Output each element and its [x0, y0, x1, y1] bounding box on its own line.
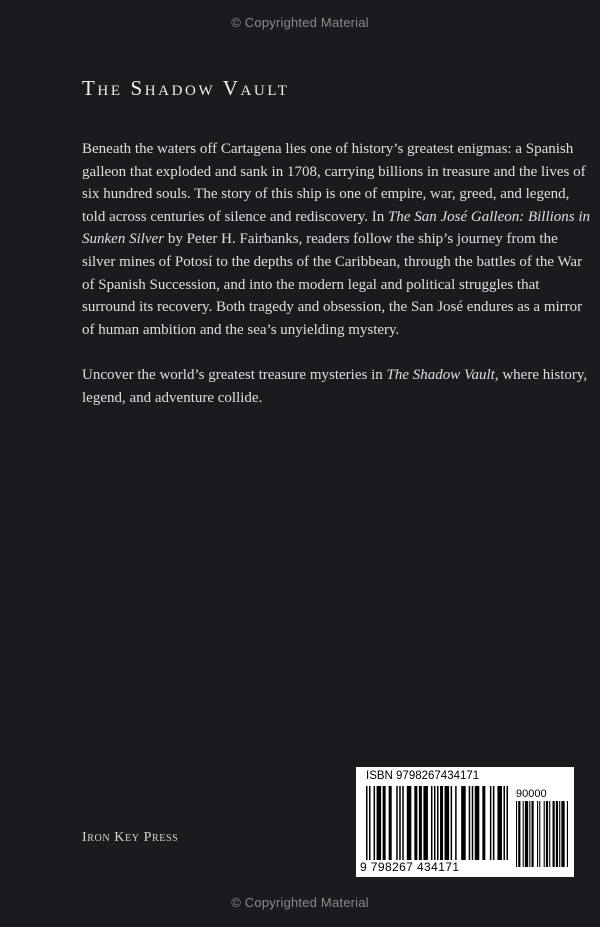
barcode-bar: [445, 786, 450, 860]
barcode-bar: [455, 786, 457, 860]
barcode-bar: [402, 786, 404, 860]
barcode-bar: [503, 786, 505, 860]
barcode-bar: [419, 786, 422, 860]
barcode-bar: [506, 786, 508, 860]
isbn-label: ISBN 9798267434171: [366, 770, 480, 782]
barcode-bar: [493, 786, 495, 860]
barcode-bar: [383, 786, 386, 860]
barcode-bar: [399, 786, 401, 860]
barcode-bar: [567, 801, 568, 867]
publisher-name: Iron Key Press: [82, 830, 179, 845]
barcode-bar: [437, 786, 439, 860]
price-code: 90000: [516, 788, 547, 800]
barcode-bar: [544, 801, 545, 867]
barcode-bar: [396, 786, 398, 860]
blurb-text: Beneath the waters off Cartagena lies one of history’s greatest enigmas: a Spanish galleon that exploded and sank in 1708, carrying billions in treasure and the lives of six hundred souls. The story of this ship is one of empire, war, greed, and legend, told across centuries of silence and rediscovery. In: [82, 141, 586, 225]
blurb-text: , where history, legend, and adventure collide.: [82, 367, 588, 406]
barcode-bar: [482, 786, 485, 860]
barcode-bar: [525, 801, 528, 867]
barcode-bar: [553, 801, 555, 867]
barcode-bar: [490, 786, 492, 860]
barcode-digits: 9 798267 434171: [360, 860, 460, 874]
barcode-bar: [472, 786, 474, 860]
barcode-bar: [539, 801, 540, 867]
blurb-paragraph-1: [82, 138, 592, 341]
barcode-bar: [431, 786, 433, 860]
barcode-bar: [440, 786, 443, 860]
barcode-bar: [556, 801, 558, 867]
isbn-barcode: [356, 767, 574, 877]
copyright-watermark-top: © Copyrighted Material: [231, 15, 369, 30]
barcode-bar: [451, 786, 453, 860]
barcode-bar: [531, 801, 533, 867]
barcode-bar: [377, 786, 382, 860]
barcode-bar: [434, 786, 436, 860]
series-name: The Shadow Vault: [386, 367, 495, 384]
barcode-bar: [561, 801, 564, 867]
barcode-bar: [475, 786, 480, 860]
barcode-bars: [366, 786, 508, 860]
barcode-bar: [523, 801, 524, 867]
blurb-text: by Peter H. Fairbanks, readers follow the ship’s journey from the silver mines of Potosí to the depths of the Caribbean, through the battles of the War of Spanish Succession, and into the modern legal and political struggles that surround its recovery. Both tragedy and obsession, the San José endures as a mirror of human ambition and the sea’s unyielding mystery.: [82, 231, 583, 338]
blurb-paragraph-2: [82, 364, 592, 409]
barcode-addon-bars: [516, 801, 568, 867]
copyright-watermark-bottom: © Copyrighted Material: [231, 895, 369, 910]
barcode-bar: [369, 786, 371, 860]
barcode-bar: [518, 801, 520, 867]
barcode-bar: [374, 786, 376, 860]
barcode-bar: [559, 801, 560, 867]
barcode-bar: [549, 801, 550, 867]
barcode-bar: [546, 801, 548, 867]
barcode-bar: [389, 786, 392, 860]
barcode-bar: [516, 801, 517, 867]
barcode-bar: [497, 786, 502, 860]
barcode-bar: [423, 786, 428, 860]
barcode-bar: [529, 801, 530, 867]
barcode-bar: [414, 786, 417, 860]
barcode-bar: [537, 801, 538, 867]
book-title: The San José Galleon: Billions in Sunken Silver: [82, 208, 591, 248]
blurb-text: Uncover the world’s greatest treasure mysteries in: [82, 367, 387, 384]
barcode-bar: [461, 786, 466, 860]
barcode-bar: [366, 786, 368, 860]
barcode-bar: [469, 786, 471, 860]
back-cover-blurb: [82, 138, 592, 410]
series-title: The Shadow Vault: [82, 76, 290, 100]
barcode-bar: [407, 786, 412, 860]
